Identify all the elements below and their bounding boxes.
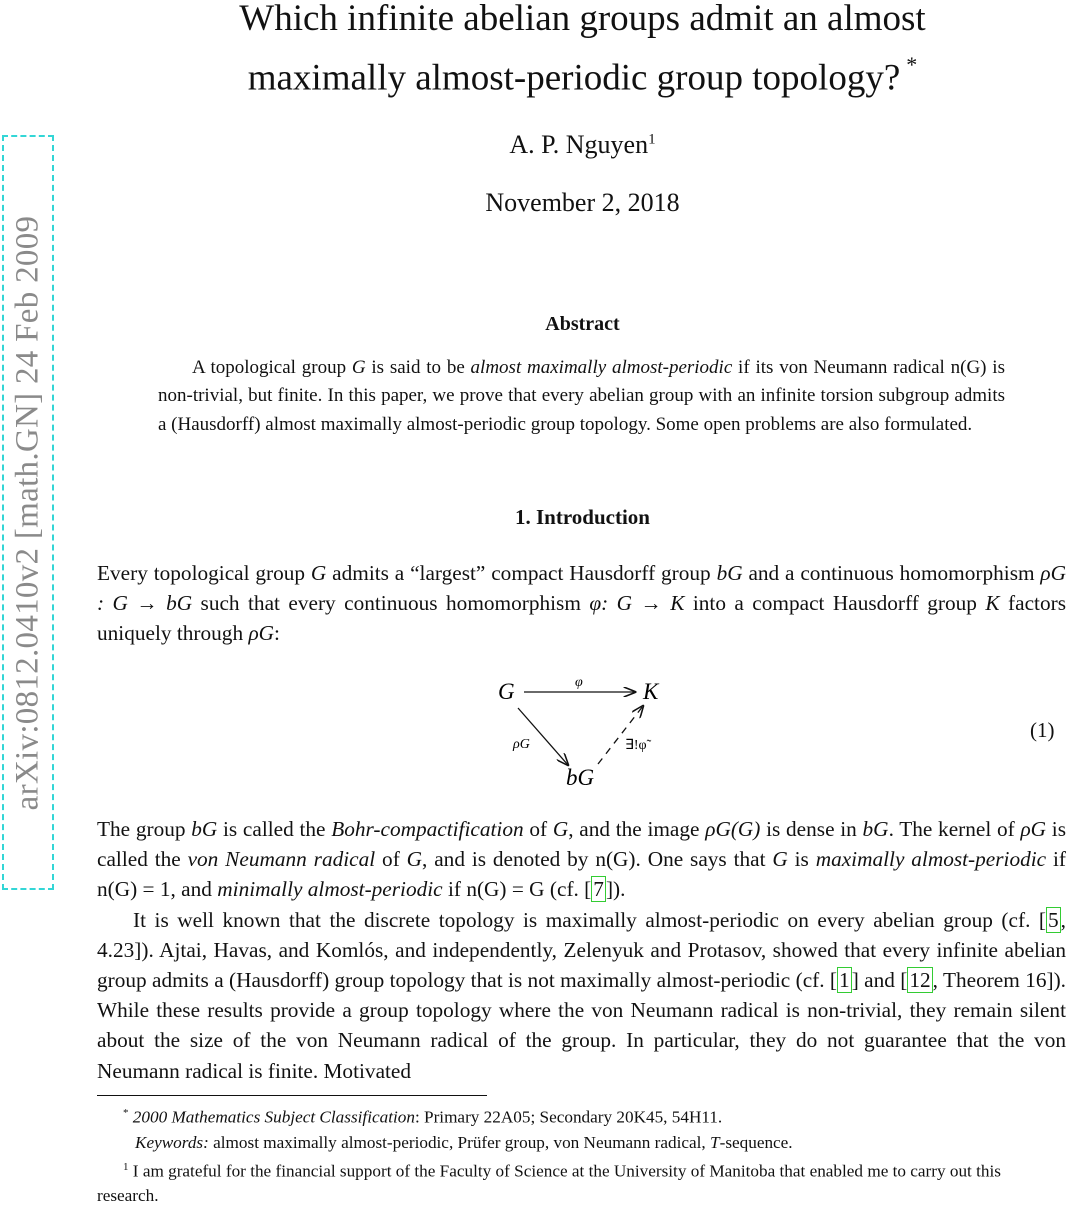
text: if its von Neumann radical (732, 357, 951, 378)
label-rho: ρG (513, 737, 530, 752)
emphasis: von Neumann radical (187, 847, 376, 872)
node-G: G (498, 679, 515, 704)
arxiv-stamp (2, 135, 54, 890)
footnote-mark: * (123, 1107, 129, 1119)
text: The group (97, 817, 192, 841)
text: ]). (605, 877, 626, 902)
paragraph-1 (97, 558, 1066, 649)
footnote-mark: 1 (123, 1160, 129, 1173)
math: ρG(G) (705, 817, 761, 841)
emphasis: maximally almost-periodic (815, 847, 1047, 872)
text: ] and [ (851, 968, 908, 993)
text: of (523, 817, 553, 841)
arxiv-id: arXiv:0812.0410v2 [math.GN] 24 Feb 2009 (9, 215, 46, 810)
text: , and the image (568, 817, 706, 841)
keywords-label: Keywords: (135, 1132, 209, 1152)
text: , and is denoted by (422, 847, 596, 872)
footnote-rule (97, 1095, 487, 1096)
math: G (552, 817, 569, 841)
keywords-text: -sequence. (719, 1132, 793, 1152)
math: n(G) = 1 (97, 877, 171, 902)
text: It is well known that the discrete topology is maximally almost-periodic on every abelian group (cf. [ (133, 907, 1047, 932)
math: n(G) = G (466, 877, 545, 902)
text: of (375, 847, 407, 872)
text: such that every continuous homomorphism (192, 591, 590, 616)
label-phi: φ (575, 675, 583, 690)
text: is said to be (365, 357, 471, 378)
text: if (1046, 847, 1066, 872)
math: T (710, 1132, 720, 1152)
math: ρG : G → bG (97, 561, 1067, 616)
text: is (787, 847, 816, 872)
paper-title (110, 0, 1055, 103)
msc-text: : Primary 22A05; Secondary 20K45, 54H11. (414, 1107, 723, 1127)
citation-link[interactable]: 12 (909, 968, 931, 993)
commutative-diagram (480, 668, 700, 798)
author (110, 130, 1055, 160)
text: factors uniquely through (97, 591, 1066, 646)
emphasis: almost maximally almost-periodic (470, 357, 733, 378)
citation-link[interactable]: 1 (839, 968, 850, 993)
text: and a continuous homomorphism (742, 561, 1041, 585)
text: Every topological group (97, 561, 311, 585)
citation-link[interactable]: 5 (1048, 907, 1059, 932)
thanks-text: I am grateful for the financial support of the Faculty of Science at the University of Manitoba that enabled me to carry out this research. (97, 1161, 1001, 1206)
math: φ: G → K (589, 591, 685, 616)
msc-label: 2000 Mathematics Subject Classification (132, 1107, 415, 1127)
math: G (772, 847, 788, 872)
math: n(G) (595, 847, 636, 872)
math: bG (862, 817, 889, 841)
node-K: K (643, 679, 659, 704)
math: bG (716, 561, 743, 585)
footnote-thanks (97, 1155, 1066, 1208)
text: is called the (217, 817, 332, 841)
emphasis: minimally almost-periodic (217, 877, 443, 902)
date: November 2, 2018 (485, 188, 680, 217)
footnotes (97, 1101, 1066, 1208)
math: ρG (248, 621, 275, 646)
citation-link[interactable]: 7 (593, 877, 604, 902)
text: A topological group (192, 357, 352, 378)
equation-number: (1) (1030, 718, 1055, 742)
math: K (985, 591, 1000, 616)
emphasis: Bohr-compactification (331, 817, 524, 841)
text: : (274, 621, 280, 646)
text: , and (170, 877, 218, 902)
text: , Theorem 16]). While these results provide a group topology where the von Neumann radical is non-trivial, they remain silent about the size of the von Neumann radical of the group. In particular, they do not guarantee that the von Neumann radical is finite. Motivated (97, 968, 1067, 1083)
author-name: A. P. Nguyen (509, 130, 649, 159)
label-unique: ∃!φ̃ (625, 738, 647, 753)
math: G (310, 561, 327, 585)
title-line-1: Which infinite abelian groups admit an almost (239, 0, 926, 39)
text: is dense in (760, 817, 863, 841)
text: is non-trivial, but finite. In this paper, we prove that every abelian group with an infinite torsion subgroup admits a (Hausdorff) almost maximally almost-periodic group topology. Some open problems are also formulated. (158, 357, 1005, 435)
node-bG: bG (566, 765, 595, 790)
abstract-body (158, 354, 1005, 439)
title-line-2: maximally almost-periodic group topology? (247, 57, 901, 99)
text: , 4.23]). Ajtai, Havas, and Komlós, and independently, Zelenyuk and Protasov, showed that every infinite abelian group admits a (Hausdorff) group topology that is not maximally almost-periodic (cf. [ (97, 907, 1066, 993)
footnote-msc (97, 1101, 1066, 1130)
text: . One says that (635, 847, 773, 872)
keywords-text: almost maximally almost-periodic, Prüfer group, von Neumann radical, (208, 1132, 711, 1152)
section-heading: 1. Introduction (515, 505, 650, 529)
title-footnote-mark: * (906, 52, 918, 77)
paragraph-2 (97, 814, 1066, 1086)
math: ρG (1020, 817, 1047, 841)
text: . The kernel of (888, 817, 1021, 841)
abstract-heading: Abstract (545, 313, 620, 335)
math: n(G) (950, 357, 987, 378)
math: G (406, 847, 423, 872)
author-footnote-mark: 1 (648, 131, 656, 148)
text: admits a “largest” compact Hausdorff group (326, 561, 717, 585)
text: (cf. [ (544, 877, 592, 902)
footnote-keywords (97, 1130, 1066, 1155)
text: if (442, 877, 467, 902)
math: bG (191, 817, 218, 841)
math: G (351, 357, 366, 378)
arrow-unique (598, 706, 643, 764)
text: into a compact Hausdorff group (684, 591, 986, 616)
text: is called the (97, 817, 1066, 872)
